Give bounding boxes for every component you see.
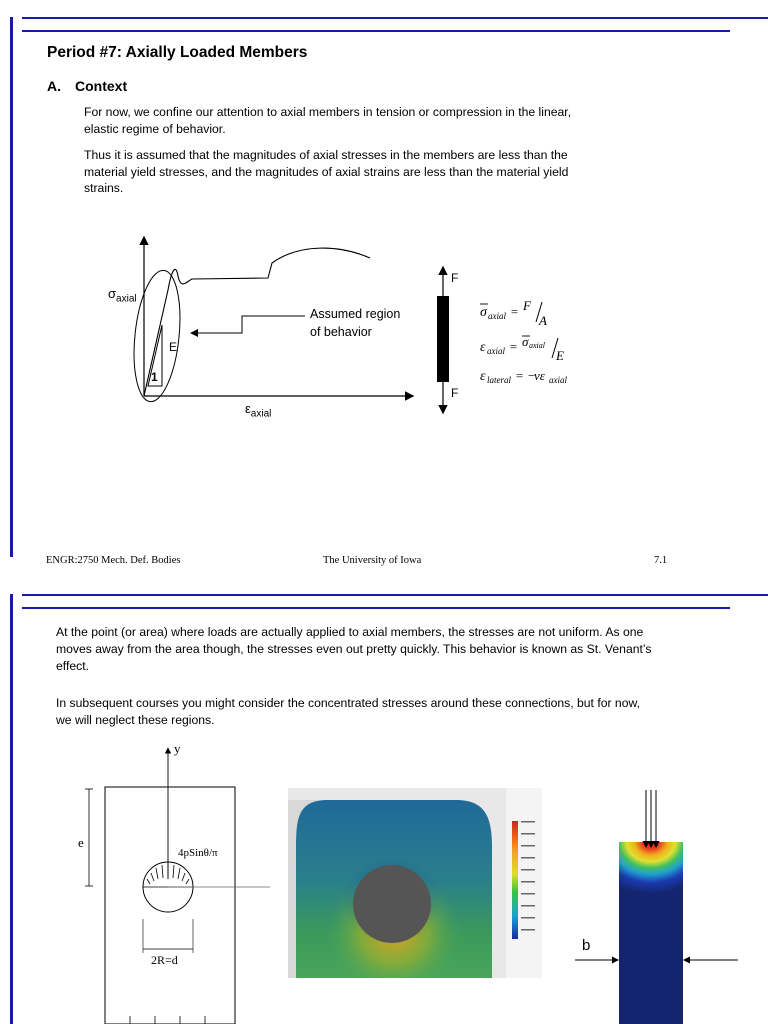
svg-text:= −: = − xyxy=(515,368,536,383)
footer-course: ENGR:2750 Mech. Def. Bodies xyxy=(46,555,181,566)
fea-stress-contour xyxy=(288,788,542,978)
svg-text:ε: ε xyxy=(480,340,486,355)
paragraph-neglect: In subsequent courses you might consider the concentrated stresses around these connections, but for now, we will neglect these regions. xyxy=(56,696,640,727)
slide-left-border xyxy=(10,594,13,1024)
section-title: Context xyxy=(75,78,128,94)
svg-text:axial: axial xyxy=(487,346,505,356)
plate-hole-sketch xyxy=(70,739,280,1024)
axial-member-bar xyxy=(437,296,449,382)
modulus-label: E xyxy=(169,340,178,354)
diameter-label: 2R=d xyxy=(151,953,178,967)
slide-title: Period #7: Axially Loaded Members xyxy=(47,44,308,61)
slope-run-label: 1 xyxy=(151,370,158,384)
sigma-axial-label: $\sigma_{axial}$ xyxy=(108,286,137,305)
stress-strain-curve xyxy=(144,248,370,396)
footer-university: The University of Iowa xyxy=(323,555,422,566)
slide-top-border-inner xyxy=(22,607,730,609)
force-label-bottom: F xyxy=(451,386,459,400)
axial-equations xyxy=(476,298,586,390)
load-distribution-label: 4pSinθ/π xyxy=(178,847,218,859)
region-label-line1: Assumed region xyxy=(310,307,401,321)
slide-2 xyxy=(0,575,768,1024)
svg-text:σ: σ xyxy=(480,305,487,320)
svg-text:axial: axial xyxy=(488,311,506,321)
svg-text:σ: σ xyxy=(522,334,529,349)
svg-text:=: = xyxy=(509,339,518,354)
paragraph-st-venant: At the point (or area) where loads are actually applied to axial members, the stresses are not uniform. As one moves away from the area though, the stresses even out pretty quickly. This behavior is known as St. Venant’s effect. xyxy=(56,625,652,673)
svg-text:E: E xyxy=(556,348,564,363)
width-b-label: b xyxy=(582,937,591,954)
paragraph-1: For now, we confine our attention to axial members in tension or compression in the linear, elastic regime of behavior. xyxy=(84,105,572,136)
svg-text:lateral: lateral xyxy=(487,375,511,385)
section-number: A. xyxy=(47,78,61,94)
svg-text:F: F xyxy=(523,298,531,313)
footer-page-number: 7.1 xyxy=(654,555,668,566)
y-axis-label: y xyxy=(174,741,181,756)
slide-top-border xyxy=(22,594,768,596)
force-label-top: F xyxy=(451,271,459,285)
svg-text:A: A xyxy=(539,313,547,328)
svg-text:=: = xyxy=(510,304,519,319)
paragraph-2: Thus it is assumed that the magnitudes of axial stresses in the members are less than the material yield stresses, and the magnitudes of axial strains are less than the material yield strains. xyxy=(84,148,569,195)
svg-text:axial: axial xyxy=(549,375,567,385)
svg-text:axial: axial xyxy=(529,341,545,350)
loaded-block-contour xyxy=(570,790,750,1024)
region-label-line2: of behavior xyxy=(310,325,372,339)
svg-text:νε: νε xyxy=(534,368,545,383)
dimension-e-label: e xyxy=(78,835,84,850)
svg-text:ε: ε xyxy=(480,369,486,384)
epsilon-axial-label: $\varepsilon_{axial}$ xyxy=(245,401,272,420)
region-leader-arrow xyxy=(192,316,305,333)
